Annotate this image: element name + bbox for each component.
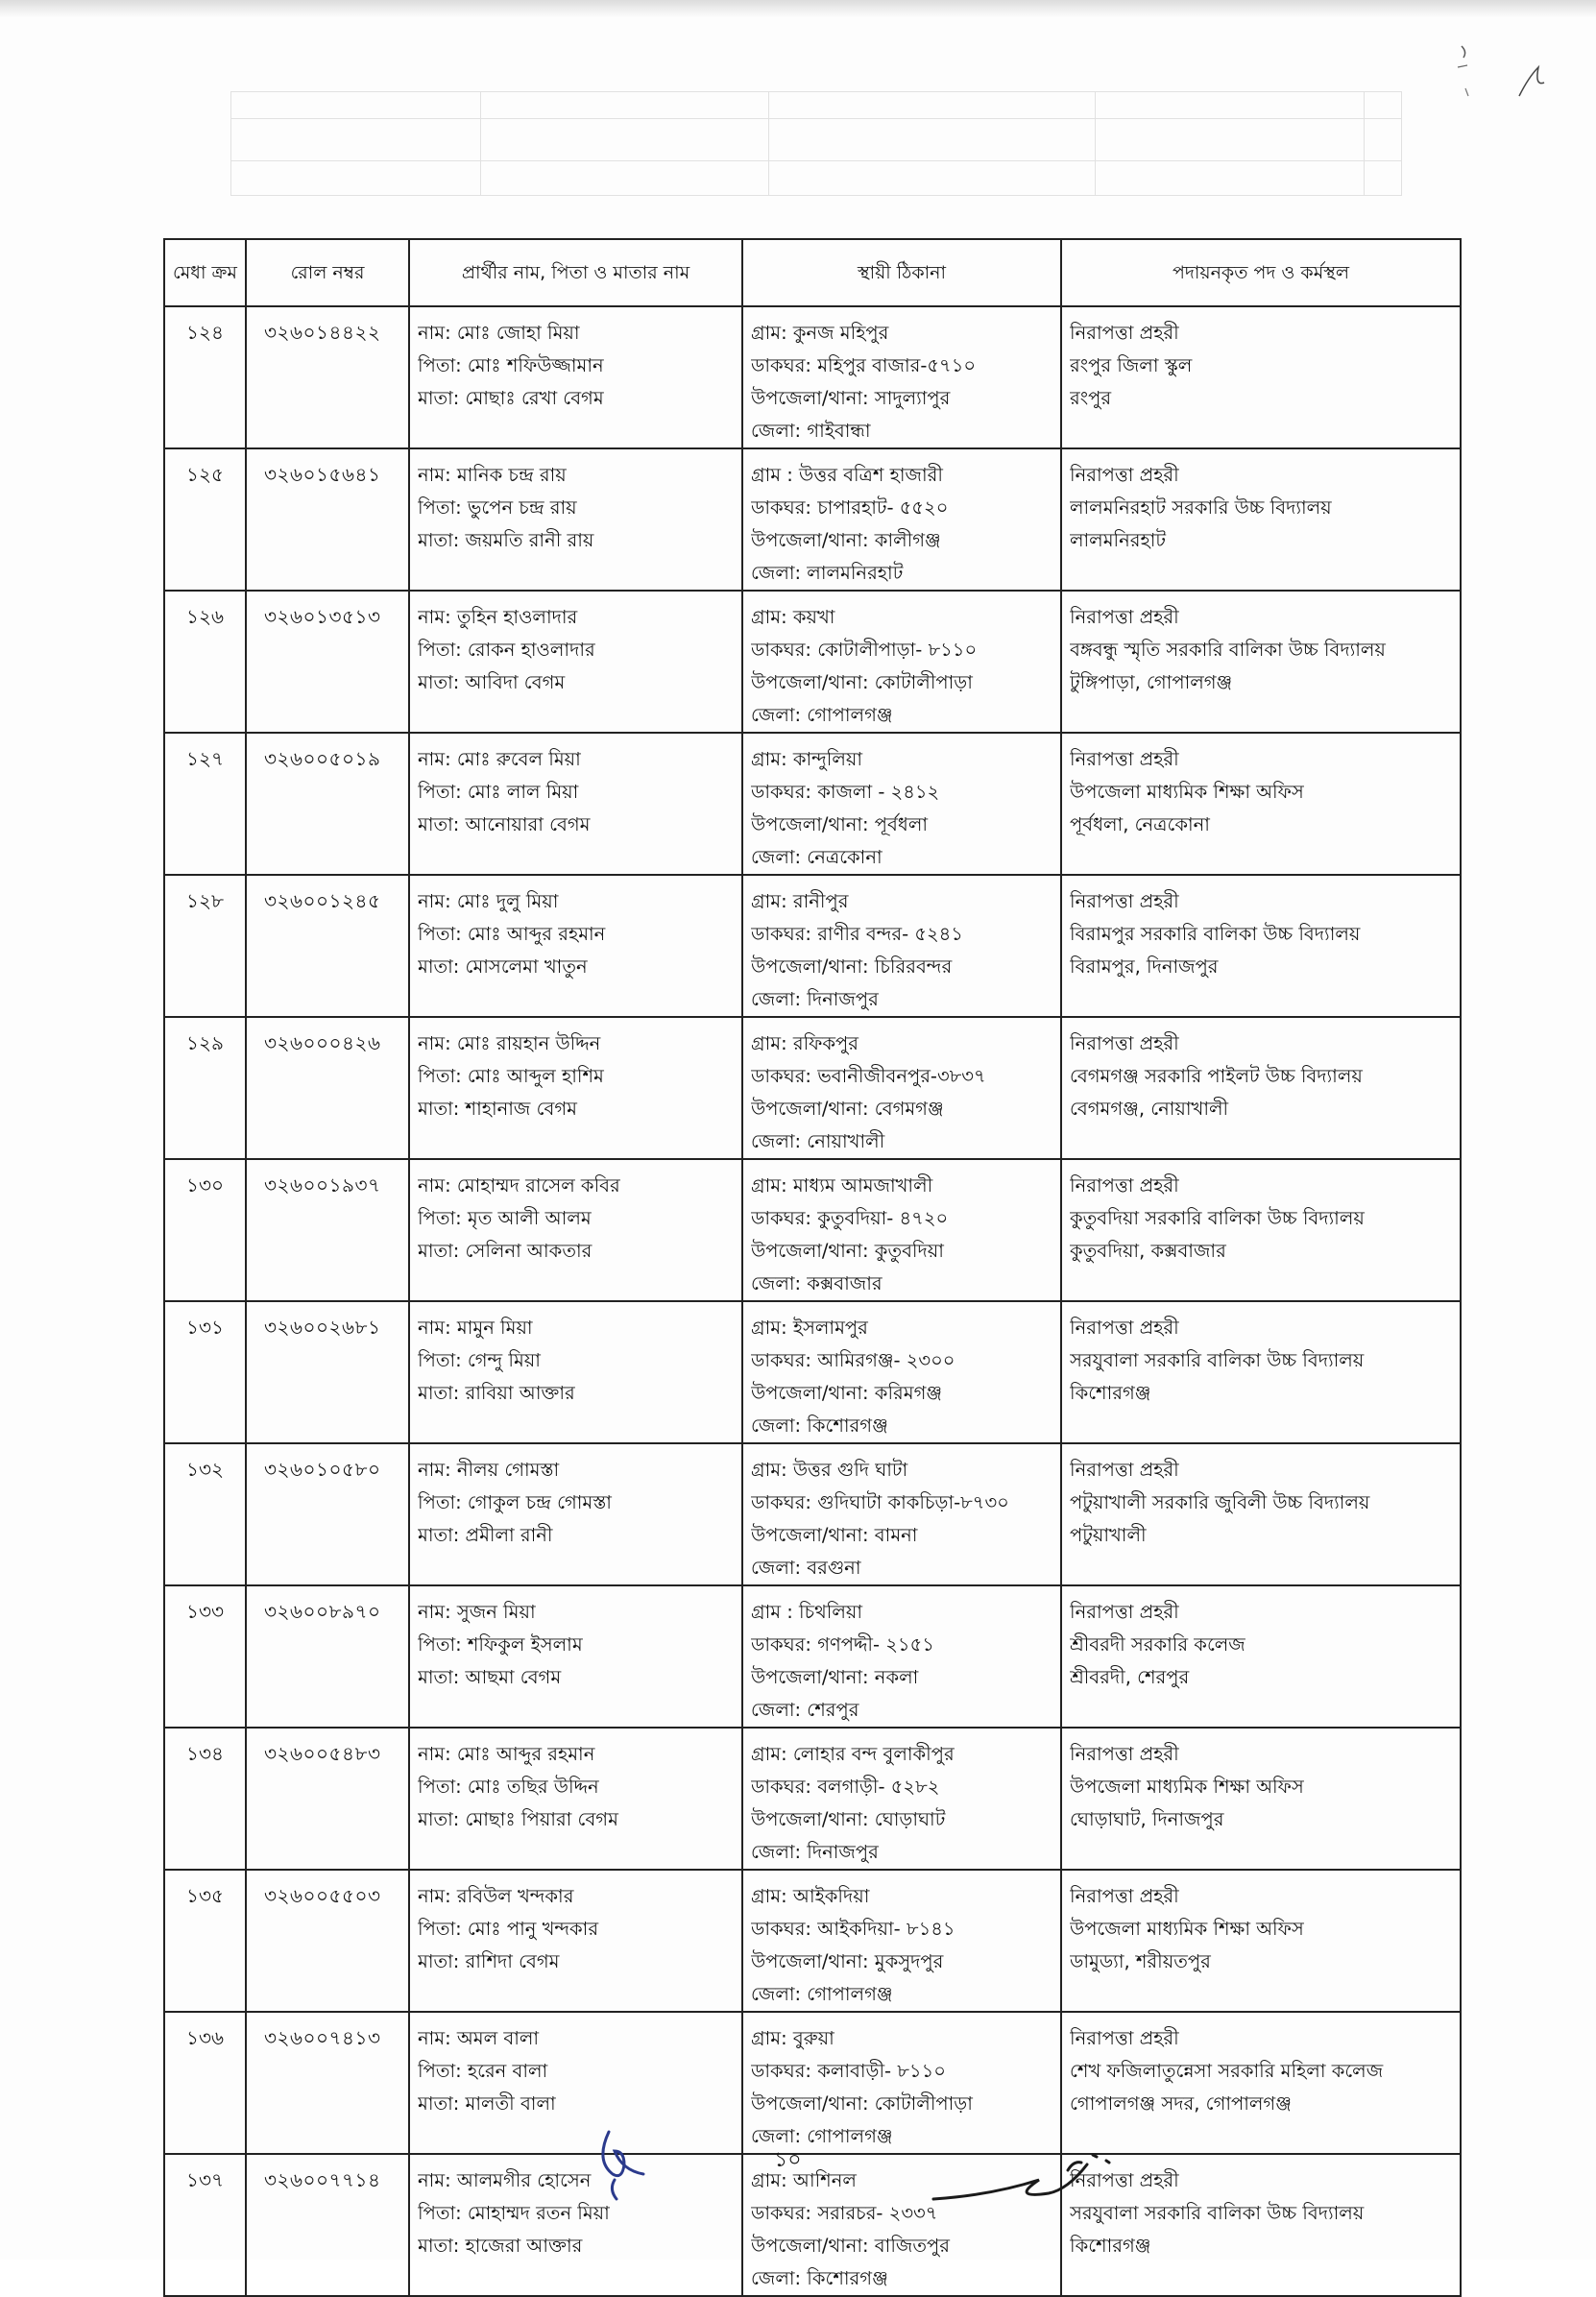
- name-line: মাতা: প্রমীলা রানী: [418, 1524, 553, 1546]
- posting-line: বঙ্গবন্ধু স্মৃতি সরকারি বালিকা উচ্চ বিদ্যালয়: [1070, 639, 1386, 661]
- header-posting: পদায়নকৃত পদ ও কর্মস্থল: [1061, 239, 1461, 306]
- name-line: নাম: মোহাম্মদ রাসেল কবির: [418, 1174, 620, 1197]
- serial-cell: ১৩৭: [164, 2154, 246, 2296]
- address-line: উপজেলা/থানা: নকলা: [751, 1666, 919, 1688]
- address-line: উপজেলা/থানা: বাজিতপুর: [751, 2235, 950, 2257]
- name-cell: [409, 1585, 742, 1728]
- posting-line: গোপালগঞ্জ সদর, গোপালগঞ্জ: [1070, 2092, 1292, 2115]
- roll-cell: ৩২৬০০১৯৩৭: [246, 1159, 409, 1301]
- name-line: পিতা: হরেন বালা: [418, 2060, 548, 2082]
- address-line: জেলা: নোয়াখালী: [751, 1130, 885, 1152]
- name-line: পিতা: মৃত আলী আলম: [418, 1207, 592, 1229]
- posting-cell: [1061, 875, 1461, 1017]
- posting-line: নিরাপত্তা প্রহরী: [1070, 890, 1179, 912]
- posting-line: বিরামপুর, দিনাজপুর: [1070, 955, 1219, 978]
- name-line: পিতা: মোঃ তছির উদ্দিন: [418, 1776, 599, 1798]
- posting-line: শেখ ফজিলাতুন্নেসা সরকারি মহিলা কলেজ: [1070, 2060, 1384, 2082]
- posting-line: সরযুবালা সরকারি বালিকা উচ্চ বিদ্যালয়: [1070, 2202, 1365, 2224]
- name-cell: [409, 2154, 742, 2296]
- posting-line: নিরাপত্তা প্রহরী: [1070, 748, 1179, 770]
- name-line: পিতা: গোকুল চন্দ্র গোমস্তা: [418, 1491, 612, 1513]
- serial-cell: ১৩৩: [164, 1585, 246, 1728]
- name-line: পিতা: মোহাম্মদ রতন মিয়া: [418, 2202, 610, 2224]
- roll-cell: ৩২৬০০২৬৮১: [246, 1301, 409, 1443]
- posting-cell: [1061, 1870, 1461, 2012]
- address-line: ডাকঘর: আমিরগঞ্জ- ২৩০০: [751, 1349, 955, 1371]
- posting-line: টুঙ্গিপাড়া, গোপালগঞ্জ: [1070, 671, 1233, 693]
- address-cell: [742, 306, 1061, 448]
- address-cell: [742, 1585, 1061, 1728]
- roll-cell: ৩২৬০০০৪২৬: [246, 1017, 409, 1159]
- address-line: ডাকঘর: গুদিঘাটা কাকচিড়া-৮৭৩০: [751, 1491, 1009, 1513]
- roll-cell: ৩২৬০০৭৪১৩: [246, 2012, 409, 2154]
- posting-line: নিরাপত্তা প্রহরী: [1070, 1317, 1179, 1339]
- address-cell: [742, 591, 1061, 733]
- address-cell: [742, 733, 1061, 875]
- address-line: জেলা: দিনাজপুর: [751, 1841, 879, 1863]
- address-line: ডাকঘর: ভবানীজীবনপুর-৩৮৩৭: [751, 1065, 986, 1087]
- page-number: ১০: [774, 2148, 802, 2172]
- address-line: গ্রাম: লোহার বন্দ বুলাকীপুর: [751, 1743, 955, 1765]
- address-line: ডাকঘর: কলাবাড়ী- ৮১১০: [751, 2060, 946, 2082]
- posting-line: লালমনিরহাট: [1070, 529, 1167, 551]
- address-line: জেলা: কিশোরগঞ্জ: [751, 1414, 888, 1437]
- serial-cell: ১২৬: [164, 591, 246, 733]
- posting-cell: [1061, 448, 1461, 591]
- posting-cell: [1061, 1159, 1461, 1301]
- table-row: [164, 591, 1461, 733]
- name-cell: [409, 1159, 742, 1301]
- table-row: [164, 2012, 1461, 2154]
- address-line: গ্রাম: কান্দুলিয়া: [751, 748, 863, 770]
- address-line: জেলা: শেরপুর: [751, 1699, 859, 1721]
- posting-cell: [1061, 1301, 1461, 1443]
- address-line: জেলা: দিনাজপুর: [751, 988, 879, 1010]
- roll-cell: ৩২৬০০৫০১৯: [246, 733, 409, 875]
- posting-cell: [1061, 306, 1461, 448]
- name-line: নাম: রবিউল খন্দকার: [418, 1885, 574, 1907]
- header-name: প্রার্থীর নাম, পিতা ও মাতার নাম: [409, 239, 742, 306]
- table-body: [164, 306, 1461, 2296]
- posting-cell: [1061, 1443, 1461, 1585]
- address-line: উপজেলা/থানা: ঘোড়াঘাট: [751, 1808, 946, 1830]
- address-line: জেলা: বরগুনা: [751, 1557, 861, 1579]
- roll-cell: ৩২৬০০৫৫০৩: [246, 1870, 409, 2012]
- posting-line: বেগমগঞ্জ, নোয়াখালী: [1070, 1098, 1229, 1120]
- header-serial: মেধা ক্রম: [164, 239, 246, 306]
- address-line: উপজেলা/থানা: পূর্বধলা: [751, 813, 929, 835]
- serial-cell: ১২৯: [164, 1017, 246, 1159]
- posting-line: পটুয়াখালী: [1070, 1524, 1147, 1546]
- posting-cell: [1061, 733, 1461, 875]
- roll-cell: ৩২৬০০৭৭১৪: [246, 2154, 409, 2296]
- table-row: [164, 448, 1461, 591]
- posting-line: নিরাপত্তা প্রহরী: [1070, 464, 1179, 486]
- roll-cell: ৩২৬০০৫৪৮৩: [246, 1728, 409, 1870]
- posting-line: উপজেলা মাধ্যমিক শিক্ষা অফিস: [1070, 1918, 1304, 1940]
- address-line: ডাকঘর: চাপারহাট- ৫৫২০: [751, 496, 949, 519]
- table-row: [164, 1159, 1461, 1301]
- name-line: মাতা: মোছাঃ পিয়ারা বেগম: [418, 1808, 618, 1830]
- table-row: [164, 1443, 1461, 1585]
- table-row: [164, 1728, 1461, 1870]
- address-cell: [742, 1870, 1061, 2012]
- name-line: মাতা: রাশিদা বেগম: [418, 1950, 560, 1972]
- name-line: নাম: সুজন মিয়া: [418, 1601, 536, 1623]
- name-line: মাতা: আনোয়ারা বেগম: [418, 813, 591, 835]
- roll-cell: ৩২৬০০১২৪৫: [246, 875, 409, 1017]
- posting-line: ঘোড়াঘাট, দিনাজপুর: [1070, 1808, 1224, 1830]
- posting-line: নিরাপত্তা প্রহরী: [1070, 1459, 1179, 1481]
- initial-signature: [588, 2120, 665, 2207]
- serial-cell: ১৩২: [164, 1443, 246, 1585]
- name-line: মাতা: হাজেরা আক্তার: [418, 2235, 583, 2257]
- posting-line: নিরাপত্তা প্রহরী: [1070, 1885, 1179, 1907]
- address-line: উপজেলা/থানা: মুকসুদপুর: [751, 1950, 944, 1972]
- name-line: নাম: মোঃ রুবেল মিয়া: [418, 748, 581, 770]
- name-line: পিতা: ভুপেন চন্দ্র রায়: [418, 496, 577, 519]
- posting-line: শ্রীবরদী সরকারি কলেজ: [1070, 1633, 1245, 1656]
- address-line: জেলা: লালমনিরহাট: [751, 562, 904, 584]
- posting-line: কিশোরগঞ্জ: [1070, 2235, 1151, 2257]
- address-line: গ্রাম: রানীপুর: [751, 890, 849, 912]
- address-line: জেলা: গোপালগঞ্জ: [751, 2125, 893, 2147]
- posting-line: ডামুড্যা, শরীয়তপুর: [1070, 1950, 1211, 1972]
- name-line: পিতা: মোঃ শফিউজ্জামান: [418, 354, 604, 376]
- name-line: পিতা: মোঃ লাল মিয়া: [418, 781, 579, 803]
- serial-cell: ১৩০: [164, 1159, 246, 1301]
- address-cell: [742, 1443, 1061, 1585]
- name-line: মাতা: মোছাঃ রেখা বেগম: [418, 387, 604, 409]
- address-line: জেলা: কিশোরগঞ্জ: [751, 2267, 888, 2289]
- serial-cell: ১৩১: [164, 1301, 246, 1443]
- table-row: [164, 1301, 1461, 1443]
- table-row: [164, 2154, 1461, 2296]
- bleed-through-ghost: [230, 91, 1402, 197]
- name-cell: [409, 2012, 742, 2154]
- address-line: গ্রাম: আশিনল: [751, 2169, 857, 2191]
- name-cell: [409, 1728, 742, 1870]
- name-line: মাতা: আছমা বেগম: [418, 1666, 562, 1688]
- address-line: গ্রাম : চিথলিয়া: [751, 1601, 863, 1623]
- name-cell: [409, 733, 742, 875]
- roll-cell: ৩২৬০১৪৪২২: [246, 306, 409, 448]
- name-line: নাম: নীলয় গোমস্তা: [418, 1459, 560, 1481]
- name-line: নাম: মানিক চন্দ্র রায়: [418, 464, 567, 486]
- address-line: ডাকঘর: রাণীর বন্দর- ৫২৪১: [751, 923, 963, 945]
- table-row: [164, 1017, 1461, 1159]
- address-line: জেলা: নেত্রকোনা: [751, 846, 883, 868]
- serial-cell: ১২৭: [164, 733, 246, 875]
- name-cell: [409, 591, 742, 733]
- header-roll: রোল নম্বর: [246, 239, 409, 306]
- margin-pen-marks: [1452, 38, 1558, 115]
- posting-line: কুতুবদিয়া সরকারি বালিকা উচ্চ বিদ্যালয়: [1070, 1207, 1365, 1229]
- address-cell: [742, 875, 1061, 1017]
- candidate-table: [163, 238, 1462, 2297]
- name-line: পিতা: রোকন হাওলাদার: [418, 639, 595, 661]
- address-cell: [742, 1301, 1061, 1443]
- address-line: গ্রাম: বুরুয়া: [751, 2027, 834, 2049]
- address-cell: [742, 1017, 1061, 1159]
- posting-cell: [1061, 1585, 1461, 1728]
- address-line: গ্রাম : উত্তর বত্রিশ হাজারী: [751, 464, 943, 486]
- posting-line: নিরাপত্তা প্রহরী: [1070, 1743, 1179, 1765]
- posting-line: সরযুবালা সরকারি বালিকা উচ্চ বিদ্যালয়: [1070, 1349, 1365, 1371]
- name-cell: [409, 875, 742, 1017]
- address-line: গ্রাম: আইকদিয়া: [751, 1885, 870, 1907]
- table-row: [164, 306, 1461, 448]
- table-header-row: [164, 239, 1461, 306]
- table-row: [164, 1870, 1461, 2012]
- address-line: গ্রাম: মাধ্যম আমজাখালী: [751, 1174, 933, 1197]
- posting-line: পূর্বধলা, নেত্রকোনা: [1070, 813, 1210, 835]
- address-line: ডাকঘর: বলগাড়ী- ৫২৮২: [751, 1776, 940, 1798]
- posting-line: কিশোরগঞ্জ: [1070, 1382, 1151, 1404]
- address-cell: [742, 448, 1061, 591]
- name-line: মাতা: মালতী বালা: [418, 2092, 556, 2115]
- name-cell: [409, 1443, 742, 1585]
- address-line: উপজেলা/থানা: বামনা: [751, 1524, 918, 1546]
- address-line: ডাকঘর: সরারচর- ২৩৩৭: [751, 2202, 938, 2224]
- posting-line: উপজেলা মাধ্যমিক শিক্ষা অফিস: [1070, 781, 1304, 803]
- address-line: ডাকঘর: কোটালীপাড়া- ৮১১০: [751, 639, 978, 661]
- serial-cell: ১৩৬: [164, 2012, 246, 2154]
- address-cell: [742, 1159, 1061, 1301]
- posting-line: রংপুর জিলা স্কুল: [1070, 354, 1193, 376]
- address-line: গ্রাম: রফিকপুর: [751, 1032, 859, 1054]
- posting-line: রংপুর: [1070, 387, 1112, 409]
- serial-cell: ১৩৫: [164, 1870, 246, 2012]
- posting-cell: [1061, 1728, 1461, 1870]
- posting-line: নিরাপত্তা প্রহরী: [1070, 2169, 1179, 2191]
- name-cell: [409, 306, 742, 448]
- address-line: ডাকঘর: গণপদ্দী- ২১৫১: [751, 1633, 934, 1656]
- posting-line: লালমনিরহাট সরকারি উচ্চ বিদ্যালয়: [1070, 496, 1332, 519]
- address-line: উপজেলা/থানা: করিমগঞ্জ: [751, 1382, 943, 1404]
- name-line: নাম: মোঃ জোহা মিয়া: [418, 322, 580, 344]
- roll-cell: ৩২৬০১০৫৮০: [246, 1443, 409, 1585]
- address-line: জেলা: গোপালগঞ্জ: [751, 704, 893, 726]
- name-line: নাম: তুহিন হাওলাদার: [418, 606, 578, 628]
- address-line: উপজেলা/থানা: কোটালীপাড়া: [751, 671, 973, 693]
- name-line: মাতা: মোসলেমা খাতুন: [418, 955, 588, 978]
- address-line: জেলা: গাইবান্ধা: [751, 420, 871, 442]
- address-line: গ্রাম: কয়খা: [751, 606, 835, 628]
- header-address: স্থায়ী ঠিকানা: [742, 239, 1061, 306]
- name-line: পিতা: শফিকুল ইসলাম: [418, 1633, 583, 1656]
- address-line: গ্রাম: উত্তর গুদি ঘাটা: [751, 1459, 908, 1481]
- address-line: ডাকঘর: কুতুবদিয়া- ৪৭২০: [751, 1207, 949, 1229]
- posting-line: শ্রীবরদী, শেরপুর: [1070, 1666, 1190, 1688]
- name-line: মাতা: জয়মতি রানী রায়: [418, 529, 594, 551]
- table-row: [164, 875, 1461, 1017]
- name-cell: [409, 1301, 742, 1443]
- name-line: পিতা: গেন্দু মিয়া: [418, 1349, 541, 1371]
- roll-cell: ৩২৬০০৮৯৭০: [246, 1585, 409, 1728]
- posting-line: নিরাপত্তা প্রহরী: [1070, 1032, 1179, 1054]
- name-line: মাতা: আবিদা বেগম: [418, 671, 566, 693]
- name-line: নাম: মামুন মিয়া: [418, 1317, 533, 1339]
- name-line: নাম: মোঃ দুলু মিয়া: [418, 890, 559, 912]
- posting-line: বেগমগঞ্জ সরকারি পাইলট উচ্চ বিদ্যালয়: [1070, 1065, 1363, 1087]
- posting-line: নিরাপত্তা প্রহরী: [1070, 606, 1179, 628]
- name-line: মাতা: শাহানাজ বেগম: [418, 1098, 577, 1120]
- name-cell: [409, 1870, 742, 2012]
- address-line: উপজেলা/থানা: কুতুবদিয়া: [751, 1240, 944, 1262]
- name-line: নাম: আলমগীর হোসেন: [418, 2169, 592, 2191]
- address-line: উপজেলা/থানা: সাদুল্যাপুর: [751, 387, 951, 409]
- address-line: ডাকঘর: আইকদিয়া- ৮১৪১: [751, 1918, 955, 1940]
- name-cell: [409, 448, 742, 591]
- posting-line: পটুয়াখালী সরকারি জুবিলী উচ্চ বিদ্যালয়: [1070, 1491, 1370, 1513]
- name-line: নাম: মোঃ আব্দুর রহমান: [418, 1743, 595, 1765]
- posting-line: নিরাপত্তা প্রহরী: [1070, 1601, 1179, 1623]
- address-line: উপজেলা/থানা: কোটালীপাড়া: [751, 2092, 973, 2115]
- posting-line: উপজেলা মাধ্যমিক শিক্ষা অফিস: [1070, 1776, 1304, 1798]
- address-line: গ্রাম: ইসলামপুর: [751, 1317, 868, 1339]
- address-line: জেলা: কক্সবাজার: [751, 1272, 883, 1294]
- address-line: গ্রাম: কুনজ মহিপুর: [751, 322, 889, 344]
- roll-cell: ৩২৬০১৩৫১৩: [246, 591, 409, 733]
- address-line: ডাকঘর: কাজলা - ২৪১২: [751, 781, 940, 803]
- name-line: পিতা: মোঃ পানু খন্দকার: [418, 1918, 599, 1940]
- table-row: [164, 1585, 1461, 1728]
- serial-cell: ১২৫: [164, 448, 246, 591]
- posting-line: কুতুবদিয়া, কক্সবাজার: [1070, 1240, 1226, 1262]
- address-line: উপজেলা/থানা: চিরিরবন্দর: [751, 955, 953, 978]
- serial-cell: ১৩৪: [164, 1728, 246, 1870]
- name-line: নাম: মোঃ রায়হান উদ্দিন: [418, 1032, 601, 1054]
- serial-cell: ১২৪: [164, 306, 246, 448]
- posting-line: নিরাপত্তা প্রহরী: [1070, 2027, 1179, 2049]
- address-line: উপজেলা/থানা: কালীগঞ্জ: [751, 529, 941, 551]
- name-line: পিতা: মোঃ আব্দুল হাশিম: [418, 1065, 604, 1087]
- posting-cell: [1061, 1017, 1461, 1159]
- scan-edge-shadow: [0, 0, 1596, 17]
- address-line: জেলা: গোপালগঞ্জ: [751, 1983, 893, 2005]
- posting-line: নিরাপত্তা প্রহরী: [1070, 1174, 1179, 1197]
- name-line: পিতা: মোঃ আব্দুর রহমান: [418, 923, 606, 945]
- table-row: [164, 733, 1461, 875]
- name-line: নাম: অমল বালা: [418, 2027, 540, 2049]
- address-line: উপজেলা/থানা: বেগমগঞ্জ: [751, 1098, 944, 1120]
- signature: [924, 2132, 1135, 2218]
- serial-cell: ১২৮: [164, 875, 246, 1017]
- posting-line: বিরামপুর সরকারি বালিকা উচ্চ বিদ্যালয়: [1070, 923, 1361, 945]
- address-line: ডাকঘর: মহিপুর বাজার-৫৭১০: [751, 354, 977, 376]
- address-cell: [742, 1728, 1061, 1870]
- name-cell: [409, 1017, 742, 1159]
- roll-cell: ৩২৬০১৫৬৪১: [246, 448, 409, 591]
- name-line: মাতা: সেলিনা আকতার: [418, 1240, 592, 1262]
- posting-line: নিরাপত্তা প্রহরী: [1070, 322, 1179, 344]
- posting-cell: [1061, 591, 1461, 733]
- name-line: মাতা: রাবিয়া আক্তার: [418, 1382, 575, 1404]
